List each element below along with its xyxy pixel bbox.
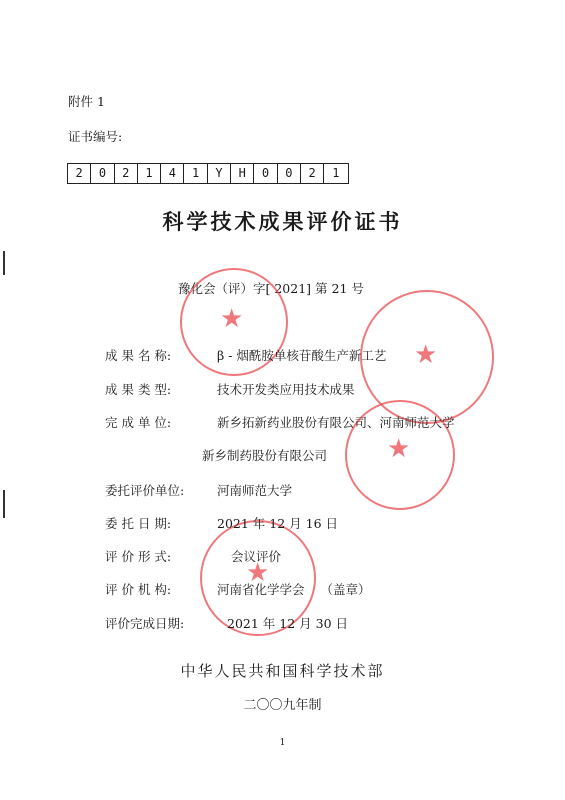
cert-number-cell: 1 [184, 164, 207, 183]
field-achievement-name [105, 346, 386, 364]
cert-number-cell: 2 [115, 164, 138, 183]
field-note: （盖章） [320, 582, 371, 597]
cert-number-cell: 0 [91, 164, 114, 183]
binding-mark-bottom [3, 490, 5, 518]
field-evaluation-org [105, 580, 371, 598]
field-value: 2021 年 12 月 30 日 [227, 616, 348, 631]
cert-number-label: 证书编号: [68, 129, 123, 144]
field-value: 新乡拓新药业股份有限公司、河南师范大学 [217, 415, 455, 430]
field-value: β - 烟酰胺单核苷酸生产新工艺 [217, 348, 387, 363]
cert-number-cell: 0 [278, 164, 301, 183]
field-value: 技术开发类应用技术成果 [217, 382, 355, 397]
field-label: 成 果 类 型: [105, 382, 172, 397]
field-completing-unit [105, 413, 455, 431]
binding-mark-top [3, 251, 5, 275]
cert-number-box [67, 163, 349, 184]
field-completion-date [105, 614, 348, 632]
field-completing-unit-line2 [202, 446, 327, 464]
cert-number-cell: 0 [254, 164, 277, 183]
field-commission-date [105, 514, 338, 532]
page-title: 科学技术成果评价证书 [162, 210, 403, 234]
doc-number: 豫化会（评）字[ 2021] 第 21 号 [178, 281, 364, 296]
field-value: 河南师范大学 [217, 483, 293, 498]
field-value: 河南省化学学会 [217, 582, 305, 597]
field-label: 委 托 日 期: [105, 516, 172, 531]
stamp-star-icon: ★ [220, 304, 244, 334]
field-value: 新乡制药股份有限公司 [202, 448, 328, 463]
cert-number-cell: 2 [68, 164, 91, 183]
field-label: 完 成 单 位: [105, 415, 172, 430]
cert-number-cell: 1 [332, 166, 340, 180]
cert-number-cell: 1 [138, 164, 161, 183]
field-label: 成 果 名 称: [105, 348, 172, 363]
stamp-star-icon: ★ [246, 558, 270, 588]
field-label: 评 价 机 构: [105, 582, 172, 597]
stamp-star-icon: ★ [414, 340, 438, 370]
cert-number-cell: 4 [161, 164, 184, 183]
attachment-label: 附件 1 [68, 94, 105, 109]
field-evaluation-form [105, 547, 281, 565]
cert-number-cell: H [231, 164, 254, 183]
field-value: 会议评价 [231, 549, 282, 564]
footer-org: 中华人民共和国科学技术部 [180, 662, 385, 680]
cert-number-cell: Y [208, 164, 231, 183]
stamp-star-icon: ★ [387, 434, 411, 464]
field-commissioning-unit [105, 481, 292, 499]
field-label: 评价完成日期: [105, 616, 185, 631]
cert-number-cell: 2 [301, 164, 324, 183]
field-label: 评 价 形 式: [105, 549, 172, 564]
field-label: 委托评价单位: [105, 483, 185, 498]
footer-year: 二〇〇九年制 [243, 698, 322, 713]
field-achievement-type [105, 380, 355, 398]
page-number: 1 [279, 738, 286, 748]
field-value: 2021 年 12 月 16 日 [217, 516, 338, 531]
